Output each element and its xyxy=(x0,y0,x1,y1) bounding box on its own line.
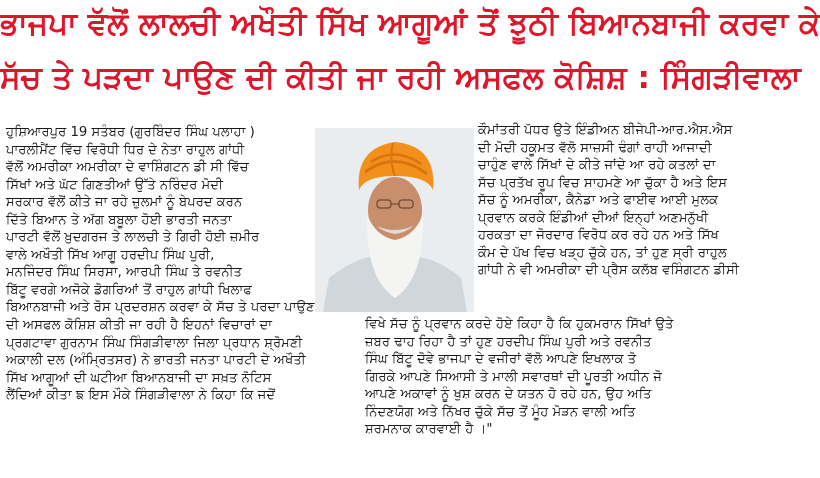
article-text-line: ਬਿੱਟੂ ਵਰਗੇ ਅਜੋਕੇ ਡੋਗਰਿਆਂ ਤੋਂ ਰਾਹੁਲ ਗਾਂਧੀ ਖਿਲਾਫ xyxy=(6,282,252,298)
article-text-line: ਹਰਕਤਾ ਦਾ ਜੋਰਦਾਰ ਵਿਰੋਧ ਕਰ ਰਹੇ ਹਨ ਅਤੇ ਸਿੱਖ xyxy=(478,228,719,244)
article-text-line: ਨਿੰਦਣਯੋਗ ਅਤੇ ਨਿੱਖਰ ਚੁੱਕੇ ਸੱਚ ਤੋਂ ਮੂੰਹ ਮੋੜਨ ਵਾਲੀ ਅਤਿ xyxy=(365,404,636,420)
article-text-line: ਵੱਲੋਂ ਅਮਰੀਕਾ ਅਮਰੀਕਾ ਦੇ ਵਾਸ਼ਿੰਗਟਨ ਡੀ ਸੀ ਵਿੱਚ xyxy=(6,160,249,176)
article-text-line: ਜ਼ਬਰ ਢਾਹ ਰਿਹਾ ਹੈ ਤਾਂ ਹੁਣ ਹਰਦੀਪ ਸਿੰਘ ਪੁਰੀ ਅਤੇ ਰਵਨੀਤ xyxy=(365,334,652,350)
article-text-line: ਸਰਕਾਰ ਵੱਲੋਂ ਕੀਤੇ ਜਾ ਰਹੇ ਜ਼ੁਲਮਾਂ ਨੂੰ ਬੇਪਰਦ ਕਰਨ xyxy=(6,195,243,211)
headline-line-1: ਭਾਜਪਾ ਵੱਲੋਂ ਲਾਲਚੀ ਅਖੌਤੀ ਸਿੱਖ ਆਗੂਆਂ ਤੋਂ ਝੂਠੀ ਬਿਆਨਬਾਜੀ ਕਰਵਾ ਕੇ xyxy=(0,6,820,42)
article-text-line: ਹੁਸ਼ਿਆਰਪੁਰ 19 ਸਤੰਬਰ (ਗੁਰਬਿੰਦਰ ਸਿੰਘ ਪਲਾਹਾ ) xyxy=(6,125,255,140)
article-text-line: ਪ੍ਰਵਾਨ ਕਰਕੇ ਇੰਡੀਆਂ ਦੀਆਂ ਇਨ੍ਹਾਂ ਅਣਮਨੁੱਖੀ xyxy=(478,210,709,226)
article-column-left xyxy=(6,124,358,405)
article-text-line: ਕੌਮਾਂਤਰੀ ਪੱਧਰ ਉਤੇ ਇੰਡੀਅਨ ਬੀਜੇਪੀ-ਆਰ.ਐਸ.ਐਸ xyxy=(478,123,733,138)
article-text-line: ਵਾਲੇ ਅਖੌਤੀ ਸਿੱਖ ਆਗੂ ਹਰਦੀਪ ਸਿੰਘ ਪੁਰੀ, xyxy=(6,247,215,263)
headline-line-2: ਸੱਚ ਤੇ ਪੜਦਾ ਪਾਉਣ ਦੀ ਕੀਤੀ ਜਾ ਰਹੀ ਅਸਫਲ ਕੋਸ਼ਿਸ਼ : ਸਿੰਗੜੀਵਾਲਾ xyxy=(0,60,801,96)
article-text-line: ਚਾਹੁੰਣ ਵਾਲੇ ਸਿੱਖਾਂ ਦੇ ਕੀਤੇ ਜਾਂਦੇ ਆ ਰਹੇ ਕਤਲਾਂ ਦਾ xyxy=(478,158,716,174)
article-text-line: ਸੱਚ ਨੂੰ ਅਮਰੀਕਾ, ਕੈਨੇਡਾ ਅਤੇ ਫਾਈਵ ਆਈ ਮੁਲਕ xyxy=(478,193,719,209)
article-text-line: ਬਿਆਨਬਾਜੀ ਅਤੇ ਰੋਸ ਪ੍ਰਦਰਸ਼ਨ ਕਰਵਾ ਕੇ ਸੱਚ ਤੇ ਪਰਦਾ ਪਾਉਣ xyxy=(6,300,315,316)
person-portrait-icon xyxy=(315,128,474,312)
article-text-line: ਸਿੰਘ ਬਿੱਟੂ ਦੋਵੇ ਭਾਜਪਾ ਦੇ ਵਜੀਰਾਂ ਵੱਲੋ ਆਪਣੇ ਇਖਲਾਕ ਤੋ xyxy=(365,352,637,368)
article-text-line: ਦੀ ਅਸਫਲ ਕੋਸ਼ਿਸ਼ ਕੀਤੀ ਜਾ ਰਹੀ ਹੈ ਇਹਨਾਂ ਵਿਚਾਰਾਂ ਦਾ xyxy=(6,318,273,334)
article-text-line: ਲੈਂਦਿਆਂ ਕੀਤਾ ਙ ਇਸ ਮੌਕੇ ਸਿੰਗੜੀਵਾਲਾ ਨੇ ਕਿਹਾ ਕਿ ਜਦੋਂ xyxy=(6,388,276,404)
article-text-line: ਪਾਰਟੀ ਵੱਲੋਂ ਖ਼ੁਦਗਰਜ ਤੇ ਲਾਲਚੀ ਤੇ ਗਿਰੀ ਹੋਈ ਜ਼ਮੀਰ xyxy=(6,230,260,246)
article-text-line: ਅਕਾਲੀ ਦਲ (ਅੰਮ੍ਰਿਤਸਰ) ਨੇ ਭਾਰਤੀ ਜਨਤਾ ਪਾਰਟੀ ਦੇ ਅਖੌਤੀ xyxy=(6,353,306,369)
article-text-line: ਪ੍ਰਗਟਾਵਾ ਗੁਰਨਾਮ ਸਿੰਘ ਸਿੰਗੜੀਵਾਲਾ ਜਿਲਾ ਪ੍ਰਧਾਨ ਸ਼੍ਰੋਮਣੀ xyxy=(6,335,303,351)
article-text-line: ਦੀ ਮੋਦੀ ਹਕੂਮਤ ਵੱਲੋ ਸਾਜ਼ਸੀ ਢੰਗਾਂ ਰਾਹੀ ਆਜਾਦੀ xyxy=(478,140,712,156)
article-text-line: ਮਨਜਿੰਦਰ ਸਿੰਘ ਸਿਰਸਾ, ਆਰਪੀ ਸਿੰਘ ਤੇ ਰਵਨੀਤ xyxy=(6,265,242,281)
article-text-line: ਕੌਮ ਦੇ ਪੱਖ ਵਿਚ ਖੜ੍ਹ ਚੁੱਕੇ ਹਨ, ਤਾਂ ਹੁਣ ਸ੍ਰੀ ਰਾਹੁਲ xyxy=(478,245,727,261)
article-text-line: ਦਿੱਤੇ ਬਿਆਨ ਤੇ ਅੱਗ ਬਬੂਲਾ ਹੋਈ ਭਾਰਤੀ ਜਨਤਾ xyxy=(6,212,232,228)
article-text-line: ਸਿੱਖਾਂ ਅਤੇ ਘੱਟ ਗਿਣਤੀਆਂ ਉੱਤੇ ਨਰਿੰਦਰ ਮੋਦੀ xyxy=(6,177,224,193)
article-text-line: ਸਿੱਖ ਆਗੂਆਂ ਦੀ ਘਟੀਆ ਬਿਆਨਬਾਜੀ ਦਾ ਸਖ਼ਤ ਨੋਟਿਸ xyxy=(6,370,272,386)
article-text-line: ਆਪਣੇ ਅਕਾਵਾਂ ਨੂੰ ਖੁਸ਼ ਕਰਨ ਦੇ ਯਤਨ ਹੋ ਰਹੇ ਹਨ, ਉਹ ਅਤਿ xyxy=(365,387,652,403)
article-column-right-top xyxy=(478,122,739,280)
article-text-line: ਸੱਚ ਪ੍ਰਤੱਖ ਰੂਪ ਵਿਚ ਸਾਹਮਣੇ ਆ ਚੁੱਕਾ ਹੈ ਅਤੇ ਇਸ xyxy=(478,175,727,191)
portrait-photo xyxy=(315,128,474,312)
article-text-line: ਸ਼ਰਮਨਾਕ ਕਾਰਵਾਈ ਹੈ ।" xyxy=(365,422,493,438)
article-text-line: ਵਿਖੇ ਸੱਚ ਨੂੰ ਪ੍ਰਵਾਨ ਕਰਦੇ ਹੋਏ ਕਿਹਾ ਹੈ ਕਿ ਹੁਕਮਰਾਨ ਸਿੱਖਾਂ ਉਤੇ xyxy=(365,317,674,332)
article-column-right-bottom xyxy=(365,316,727,439)
article-text-line: ਪਾਰਲੀਮੈਂਟ ਵਿੱਚ ਵਿਰੋਧੀ ਧਿਰ ਦੇ ਨੇਤਾ ਰਾਹੁਲ ਗਾਂਧੀ xyxy=(6,142,245,158)
article-text-line: ਗਿਰਕੇ ਆਪਣੇ ਸਿਆਸੀ ਤੇ ਮਾਲੀ ਸਵਾਰਥਾਂ ਦੀ ਪੂਰਤੀ ਅਧੀਨ ਜੋ xyxy=(365,369,663,385)
article-text-line: ਗਾਂਧੀ ਨੇ ਵੀ ਅਮਰੀਕਾ ਦੀ ਪ੍ਰੈਸ ਕਲੱਬ ਵਸਿੰਗਟਨ ਡੀਸੀ xyxy=(478,263,739,279)
